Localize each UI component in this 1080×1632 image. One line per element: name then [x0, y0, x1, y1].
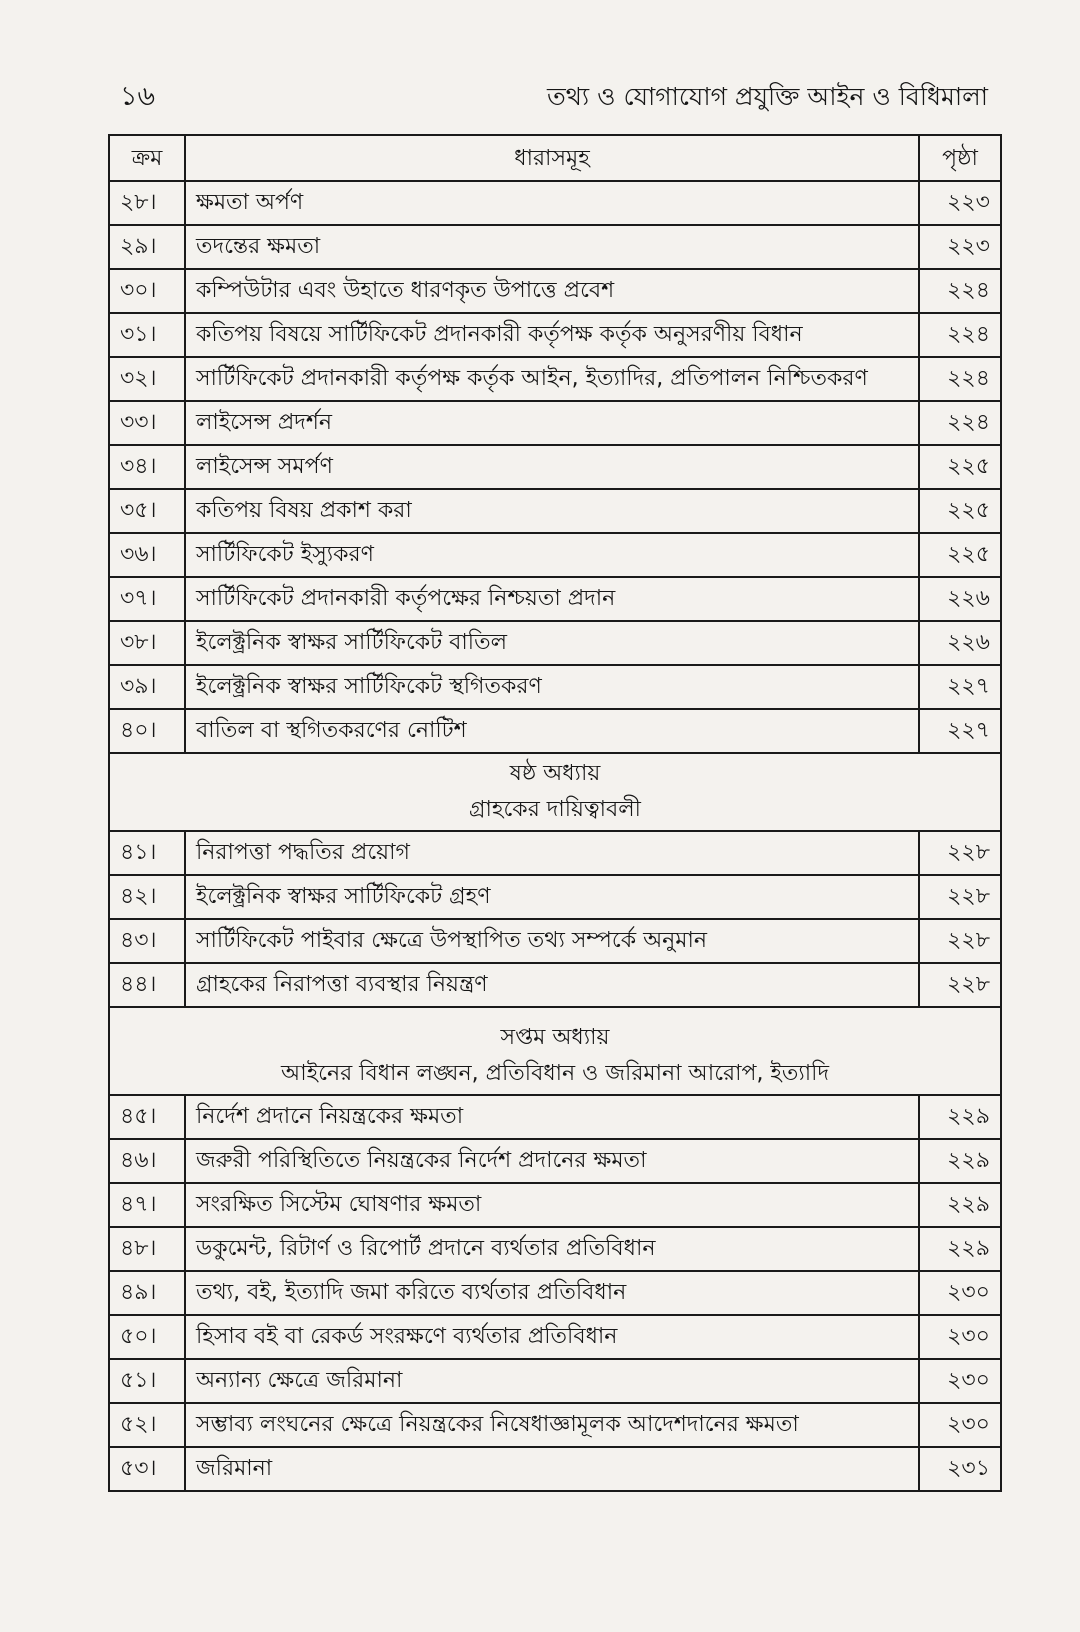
row-title: সংরক্ষিত সিস্টেম ঘোষণার ক্ষমতা	[185, 1183, 919, 1227]
row-title: ইলেক্ট্রনিক স্বাক্ষর সার্টিফিকেট বাতিল	[185, 621, 919, 665]
row-page: ২২৫	[919, 489, 1001, 533]
row-serial: ৪৪।	[109, 963, 185, 1007]
row-title: ডকুমেন্ট, রিটার্ণ ও রিপোর্ট প্রদানে ব্যর্থতার প্রতিবিধান	[185, 1227, 919, 1271]
row-page: ২২৩	[919, 181, 1001, 225]
chapter-number: সপ্তম অধ্যায়	[500, 1025, 610, 1050]
row-page: ২২৯	[919, 1183, 1001, 1227]
row-title: জরুরী পরিস্থিতিতে নিয়ন্ত্রকের নির্দেশ প্রদানের ক্ষমতা	[185, 1139, 919, 1183]
table-row	[109, 1227, 1001, 1271]
row-page: ২২৬	[919, 577, 1001, 621]
row-serial: ৪৩।	[109, 919, 185, 963]
row-page: ২২৯	[919, 1227, 1001, 1271]
row-title: জরিমানা	[185, 1447, 919, 1491]
row-page: ২৩০	[919, 1315, 1001, 1359]
row-serial: ৩২।	[109, 357, 185, 401]
row-title: তদন্তের ক্ষমতা	[185, 225, 919, 269]
table-row	[109, 665, 1001, 709]
row-title: ক্ষমতা অর্পণ	[185, 181, 919, 225]
row-title: ইলেক্ট্রনিক স্বাক্ষর সার্টিফিকেট গ্রহণ	[185, 875, 919, 919]
table-row	[109, 1139, 1001, 1183]
header-page: পৃষ্ঠা	[919, 135, 1001, 181]
table-row	[109, 533, 1001, 577]
table-row	[109, 357, 1001, 401]
row-serial: ৩১।	[109, 313, 185, 357]
row-title: নিরাপত্তা পদ্ধতির প্রয়োগ	[185, 831, 919, 875]
row-title: ইলেক্ট্রনিক স্বাক্ষর সার্টিফিকেট স্থগিতকরণ	[185, 665, 919, 709]
table-row	[109, 1447, 1001, 1491]
row-serial: ৩৭।	[109, 577, 185, 621]
row-title: বাতিল বা স্থগিতকরণের নোটিশ	[185, 709, 919, 753]
row-page: ২৩০	[919, 1359, 1001, 1403]
row-page: ২২৫	[919, 533, 1001, 577]
table-row	[109, 489, 1001, 533]
running-title: তথ্য ও যোগাযোগ প্রযুক্তি আইন ও বিধিমালা	[546, 82, 988, 111]
table-row	[109, 1359, 1001, 1403]
row-title: নির্দেশ প্রদানে নিয়ন্ত্রকের ক্ষমতা	[185, 1095, 919, 1139]
table-row	[109, 831, 1001, 875]
row-page: ২২৭	[919, 709, 1001, 753]
chapter-title: আইনের বিধান লঙ্ঘন, প্রতিবিধান ও জরিমানা আরোপ, ইত্যাদি	[281, 1061, 829, 1086]
row-page: ২২৮	[919, 831, 1001, 875]
row-page: ২২৯	[919, 1095, 1001, 1139]
row-serial: ৪৫।	[109, 1095, 185, 1139]
row-serial: ৫২।	[109, 1403, 185, 1447]
row-title: সার্টিফিকেট পাইবার ক্ষেত্রে উপস্থাপিত তথ্য সম্পর্কে অনুমান	[185, 919, 919, 963]
table-row	[109, 621, 1001, 665]
row-serial: ৩৩।	[109, 401, 185, 445]
row-page: ২২৪	[919, 401, 1001, 445]
table-header-row	[109, 135, 1001, 181]
table-row	[109, 875, 1001, 919]
row-serial: ৫১।	[109, 1359, 185, 1403]
chapter-heading	[109, 753, 1001, 831]
row-page: ২২৮	[919, 919, 1001, 963]
row-page: ২২৪	[919, 313, 1001, 357]
row-serial: ৪০।	[109, 709, 185, 753]
row-serial: ২৮।	[109, 181, 185, 225]
row-serial: ৩৮।	[109, 621, 185, 665]
header-serial: ক্রম	[109, 135, 185, 181]
row-serial: ৩৫।	[109, 489, 185, 533]
table-row	[109, 1315, 1001, 1359]
table-row	[109, 445, 1001, 489]
row-page: ২২৮	[919, 875, 1001, 919]
row-serial: ৪৯।	[109, 1271, 185, 1315]
table-row	[109, 181, 1001, 225]
header-section: ধারাসমূহ	[185, 135, 919, 181]
row-page: ২৩০	[919, 1403, 1001, 1447]
row-serial: ৪১।	[109, 831, 185, 875]
row-page: ২২৩	[919, 225, 1001, 269]
row-page: ২২৯	[919, 1139, 1001, 1183]
row-page: ২২৬	[919, 621, 1001, 665]
row-title: কতিপয় বিষয়ে সার্টিফিকেট প্রদানকারী কর্তৃপক্ষ কর্তৃক অনুসরণীয় বিধান	[185, 313, 919, 357]
row-title: লাইসেন্স সমর্পণ	[185, 445, 919, 489]
table-row	[109, 709, 1001, 753]
table-row	[109, 963, 1001, 1007]
row-title: গ্রাহকের নিরাপত্তা ব্যবস্থার নিয়ন্ত্রণ	[185, 963, 919, 1007]
row-page: ২২৪	[919, 357, 1001, 401]
row-serial: ৩৬।	[109, 533, 185, 577]
row-page: ২২৪	[919, 269, 1001, 313]
table-row	[109, 577, 1001, 621]
contents-table	[108, 134, 1002, 1492]
row-title: সম্ভাব্য লংঘনের ক্ষেত্রে নিয়ন্ত্রকের নিষেধাজ্ঞামূলক আদেশদানের ক্ষমতা	[185, 1403, 919, 1447]
row-title: কতিপয় বিষয় প্রকাশ করা	[185, 489, 919, 533]
row-serial: ৩০।	[109, 269, 185, 313]
table-row	[109, 313, 1001, 357]
row-serial: ৩৯।	[109, 665, 185, 709]
table-row	[109, 1183, 1001, 1227]
row-title: কম্পিউটার এবং উহাতে ধারণকৃত উপাত্তে প্রবেশ	[185, 269, 919, 313]
row-title: তথ্য, বই, ইত্যাদি জমা করিতে ব্যর্থতার প্রতিবিধান	[185, 1271, 919, 1315]
row-page: ২২৮	[919, 963, 1001, 1007]
row-title: হিসাব বই বা রেকর্ড সংরক্ষণে ব্যর্থতার প্রতিবিধান	[185, 1315, 919, 1359]
row-page: ২৩০	[919, 1271, 1001, 1315]
page-header	[120, 76, 988, 121]
table-row	[109, 1271, 1001, 1315]
row-page: ২৩১	[919, 1447, 1001, 1491]
chapter-heading-row	[109, 753, 1001, 831]
row-title: সার্টিফিকেট প্রদানকারী কর্তৃপক্ষের নিশ্চয়তা প্রদান	[185, 577, 919, 621]
row-title: সার্টিফিকেট ইস্যুকরণ	[185, 533, 919, 577]
table-row	[109, 269, 1001, 313]
row-serial: ৪৬।	[109, 1139, 185, 1183]
row-serial: ৪২।	[109, 875, 185, 919]
row-page: ২২৭	[919, 665, 1001, 709]
row-serial: ৪৮।	[109, 1227, 185, 1271]
table-row	[109, 919, 1001, 963]
row-serial: ৫৩।	[109, 1447, 185, 1491]
chapter-title: গ্রাহকের দায়িত্বাবলী	[469, 797, 641, 822]
row-serial: ২৯।	[109, 225, 185, 269]
row-serial: ৪৭।	[109, 1183, 185, 1227]
row-page: ২২৫	[919, 445, 1001, 489]
page-number: ১৬	[120, 81, 156, 112]
row-serial: ৫০।	[109, 1315, 185, 1359]
chapter-number: ষষ্ঠ অধ্যায়	[509, 761, 601, 786]
row-title: অন্যান্য ক্ষেত্রে জরিমানা	[185, 1359, 919, 1403]
chapter-heading	[109, 1007, 1001, 1095]
row-title: সার্টিফিকেট প্রদানকারী কর্তৃপক্ষ কর্তৃক আইন, ইত্যাদির, প্রতিপালন নিশ্চিতকরণ	[185, 357, 919, 401]
table-row	[109, 225, 1001, 269]
table-body	[109, 181, 1001, 1491]
row-serial: ৩৪।	[109, 445, 185, 489]
table-row	[109, 401, 1001, 445]
table-row	[109, 1403, 1001, 1447]
row-title: লাইসেন্স প্রদর্শন	[185, 401, 919, 445]
chapter-heading-row	[109, 1007, 1001, 1095]
table-row	[109, 1095, 1001, 1139]
